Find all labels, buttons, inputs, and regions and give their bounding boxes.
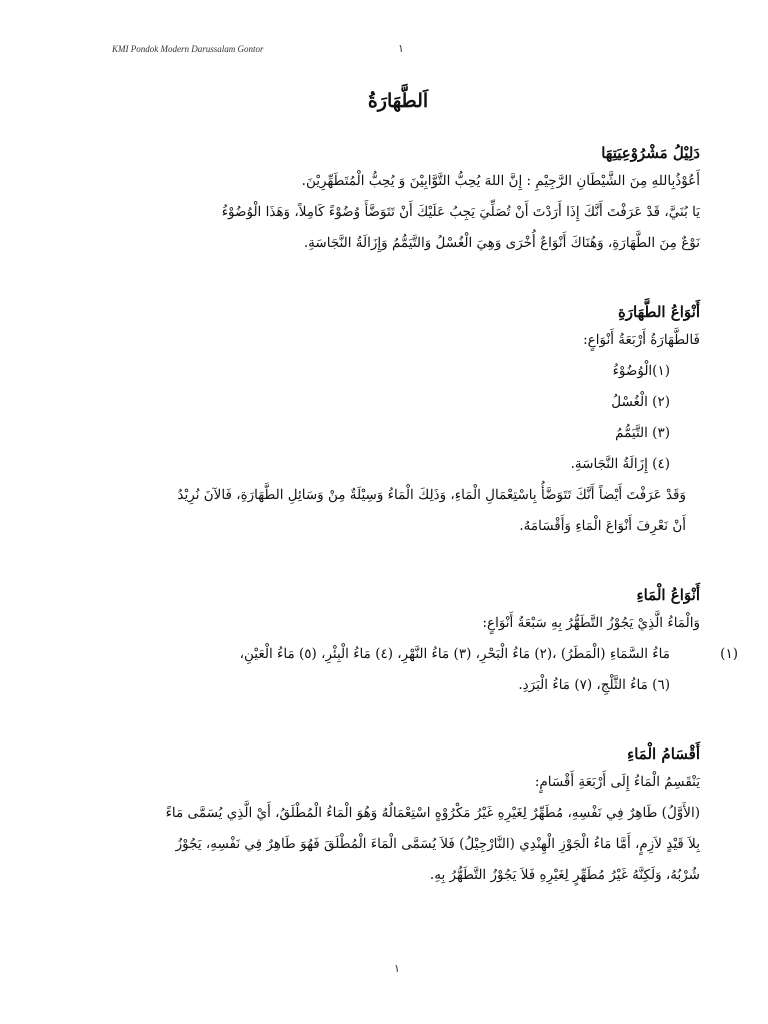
paragraph-line: شُرْبُهُ، وَلَكِنَّهُ غَيْرُ مُطَهِّرٍ لِغَيْرِهِ فَلاَ يَجُوْزُ التَّطَهُّرُ بِهِ. <box>429 867 700 883</box>
list-item: (١)الْوُضُوْءُ <box>612 363 670 379</box>
page-title: اَلطَّهَارَةُ <box>367 90 429 112</box>
list-item: (٤) إِزَالَةُ النَّجَاسَةِ. <box>570 456 670 472</box>
list-item: (٢) الْغُسْلُ <box>611 394 670 410</box>
page-number-top: ١ <box>398 42 404 55</box>
page-content <box>96 90 738 935</box>
paragraph-line: نَوْعٌ مِنَ الطَّهَارَةِ، وَهُنَاكَ أَنْوَاعٌ أُخْرَى وَهِيَ الْغُسْلُ وَالتَّيَمُّمُ وَإِزَالَةُ النَّجَاسَةِ. <box>303 235 700 251</box>
section-types <box>96 303 700 542</box>
section-heading-evidence: دَلِيْلُ مَشْرُوْعِيَتِهَا <box>601 144 700 162</box>
list-line: (٦) مَاءُ الثَّلْجِ، (٧) مَاءُ الْبَرَدِ. <box>518 677 670 693</box>
paragraph-line: بِلاَ قَيْدٍ لاَزِمٍ، أَمَّا مَاءُ الْجَوْزِ الْهِنْدِي (النَّارْجِيْلُ) فَلاَ يُسَمَّى الْمَاءَ الْمُطْلَقَ فَهُوَ طَاهِرٌ فِي نَفْسِهِ، يَجُوْزُ <box>175 836 700 852</box>
water-types-list <box>96 639 738 701</box>
paragraph-line: يَا بُنَيَّ، قَدْ عَرَفْتَ أَنَّكَ إِذَا أَرَدْتَ أَنْ تُصَلِّيَ يَجِبُ عَلَيْكَ أَنْ تَتَوَضَّأَ وُضُوْءً كَامِلاً، وَهَذَا الْوُضُوْءُ <box>221 204 700 220</box>
paragraph-line: أَنْ نَعْرِفَ أَنْوَاعَ الْمَاءِ وَأَقْسَامَهُ. <box>519 518 686 534</box>
water-types-intro: وَالْمَاءُ الَّذِيْ يَجُوْزُ التَّطَهُّرُ بِهِ سَبْعَةُ أَنْوَاعٍ: <box>482 615 700 631</box>
paragraph-line: (الأَوَّلُ) طَاهِرٌ فِي نَفْسِهِ، مُطَهِّرٌ لِغَيْرِهِ غَيْرُ مَكْرُوْهٍ اسْتِعْمَالُهُ وَهُوَ الْمَاءُ الْمُطْلَقُ، أَيْ الَّذِي يُسَمَّى مَاءً <box>165 805 700 821</box>
section-evidence <box>96 144 700 259</box>
page-number-bottom: ١ <box>394 962 400 975</box>
water-divisions-intro: يَنْقَسِمُ الْمَاءُ إِلَى أَرْبَعَةِ أَقْسَامٍ: <box>534 774 700 790</box>
section-heading-water-divisions: أَقْسَامُ الْمَاءِ <box>627 745 700 763</box>
quran-quote: أَعُوْذُبِاللهِ مِنَ الشَّيْطَانِ الرَّجِيْمِ : إِنَّ اللهَ يُحِبُّ التَّوَّابِيْنَ وَ يُحِبُّ الْمُتَطَهِّرِيْنَ. <box>301 173 700 189</box>
section-heading-types: أَنْوَاعُ الطَّهَارَةِ <box>617 303 700 321</box>
list-number: (١) <box>720 646 738 662</box>
types-paragraph <box>96 480 700 542</box>
list-item: (٣) التَّيَمُّمُ <box>615 425 670 441</box>
section-heading-water-types: أَنْوَاعُ الْمَاءِ <box>636 586 700 604</box>
evidence-paragraph <box>96 197 700 259</box>
water-divisions-paragraph <box>96 798 700 891</box>
list-line: مَاءُ السَّمَاءِ (الْمَطَرُ) ،(٢) مَاءُ الْبَحْرِ، (٣) مَاءُ النَّهْرِ، (٤) مَاءُ الْبِئْرِ، (٥) مَاءُ الْعَيْنِ، <box>239 646 670 662</box>
section-water-types <box>96 586 738 701</box>
paragraph-line: وَقَدْ عَرَفْتَ أَيْضاً أَنَّكَ تَتَوَضَّأُ بِاسْتِعْمَالِ الْمَاءِ، وَذَلِكَ الْمَاءُ وَسِيْلَةٌ مِنْ وَسَائِلِ الطَّهَارَةِ، فَالآنَ نُرِيْدُ <box>177 487 686 503</box>
types-intro: فَالطَّهَارَةُ أَرْبَعَةُ أَنْوَاعٍ: <box>583 332 700 348</box>
section-water-divisions <box>96 745 700 891</box>
running-head: KMI Pondok Modern Darussalam Gontor <box>112 44 264 54</box>
